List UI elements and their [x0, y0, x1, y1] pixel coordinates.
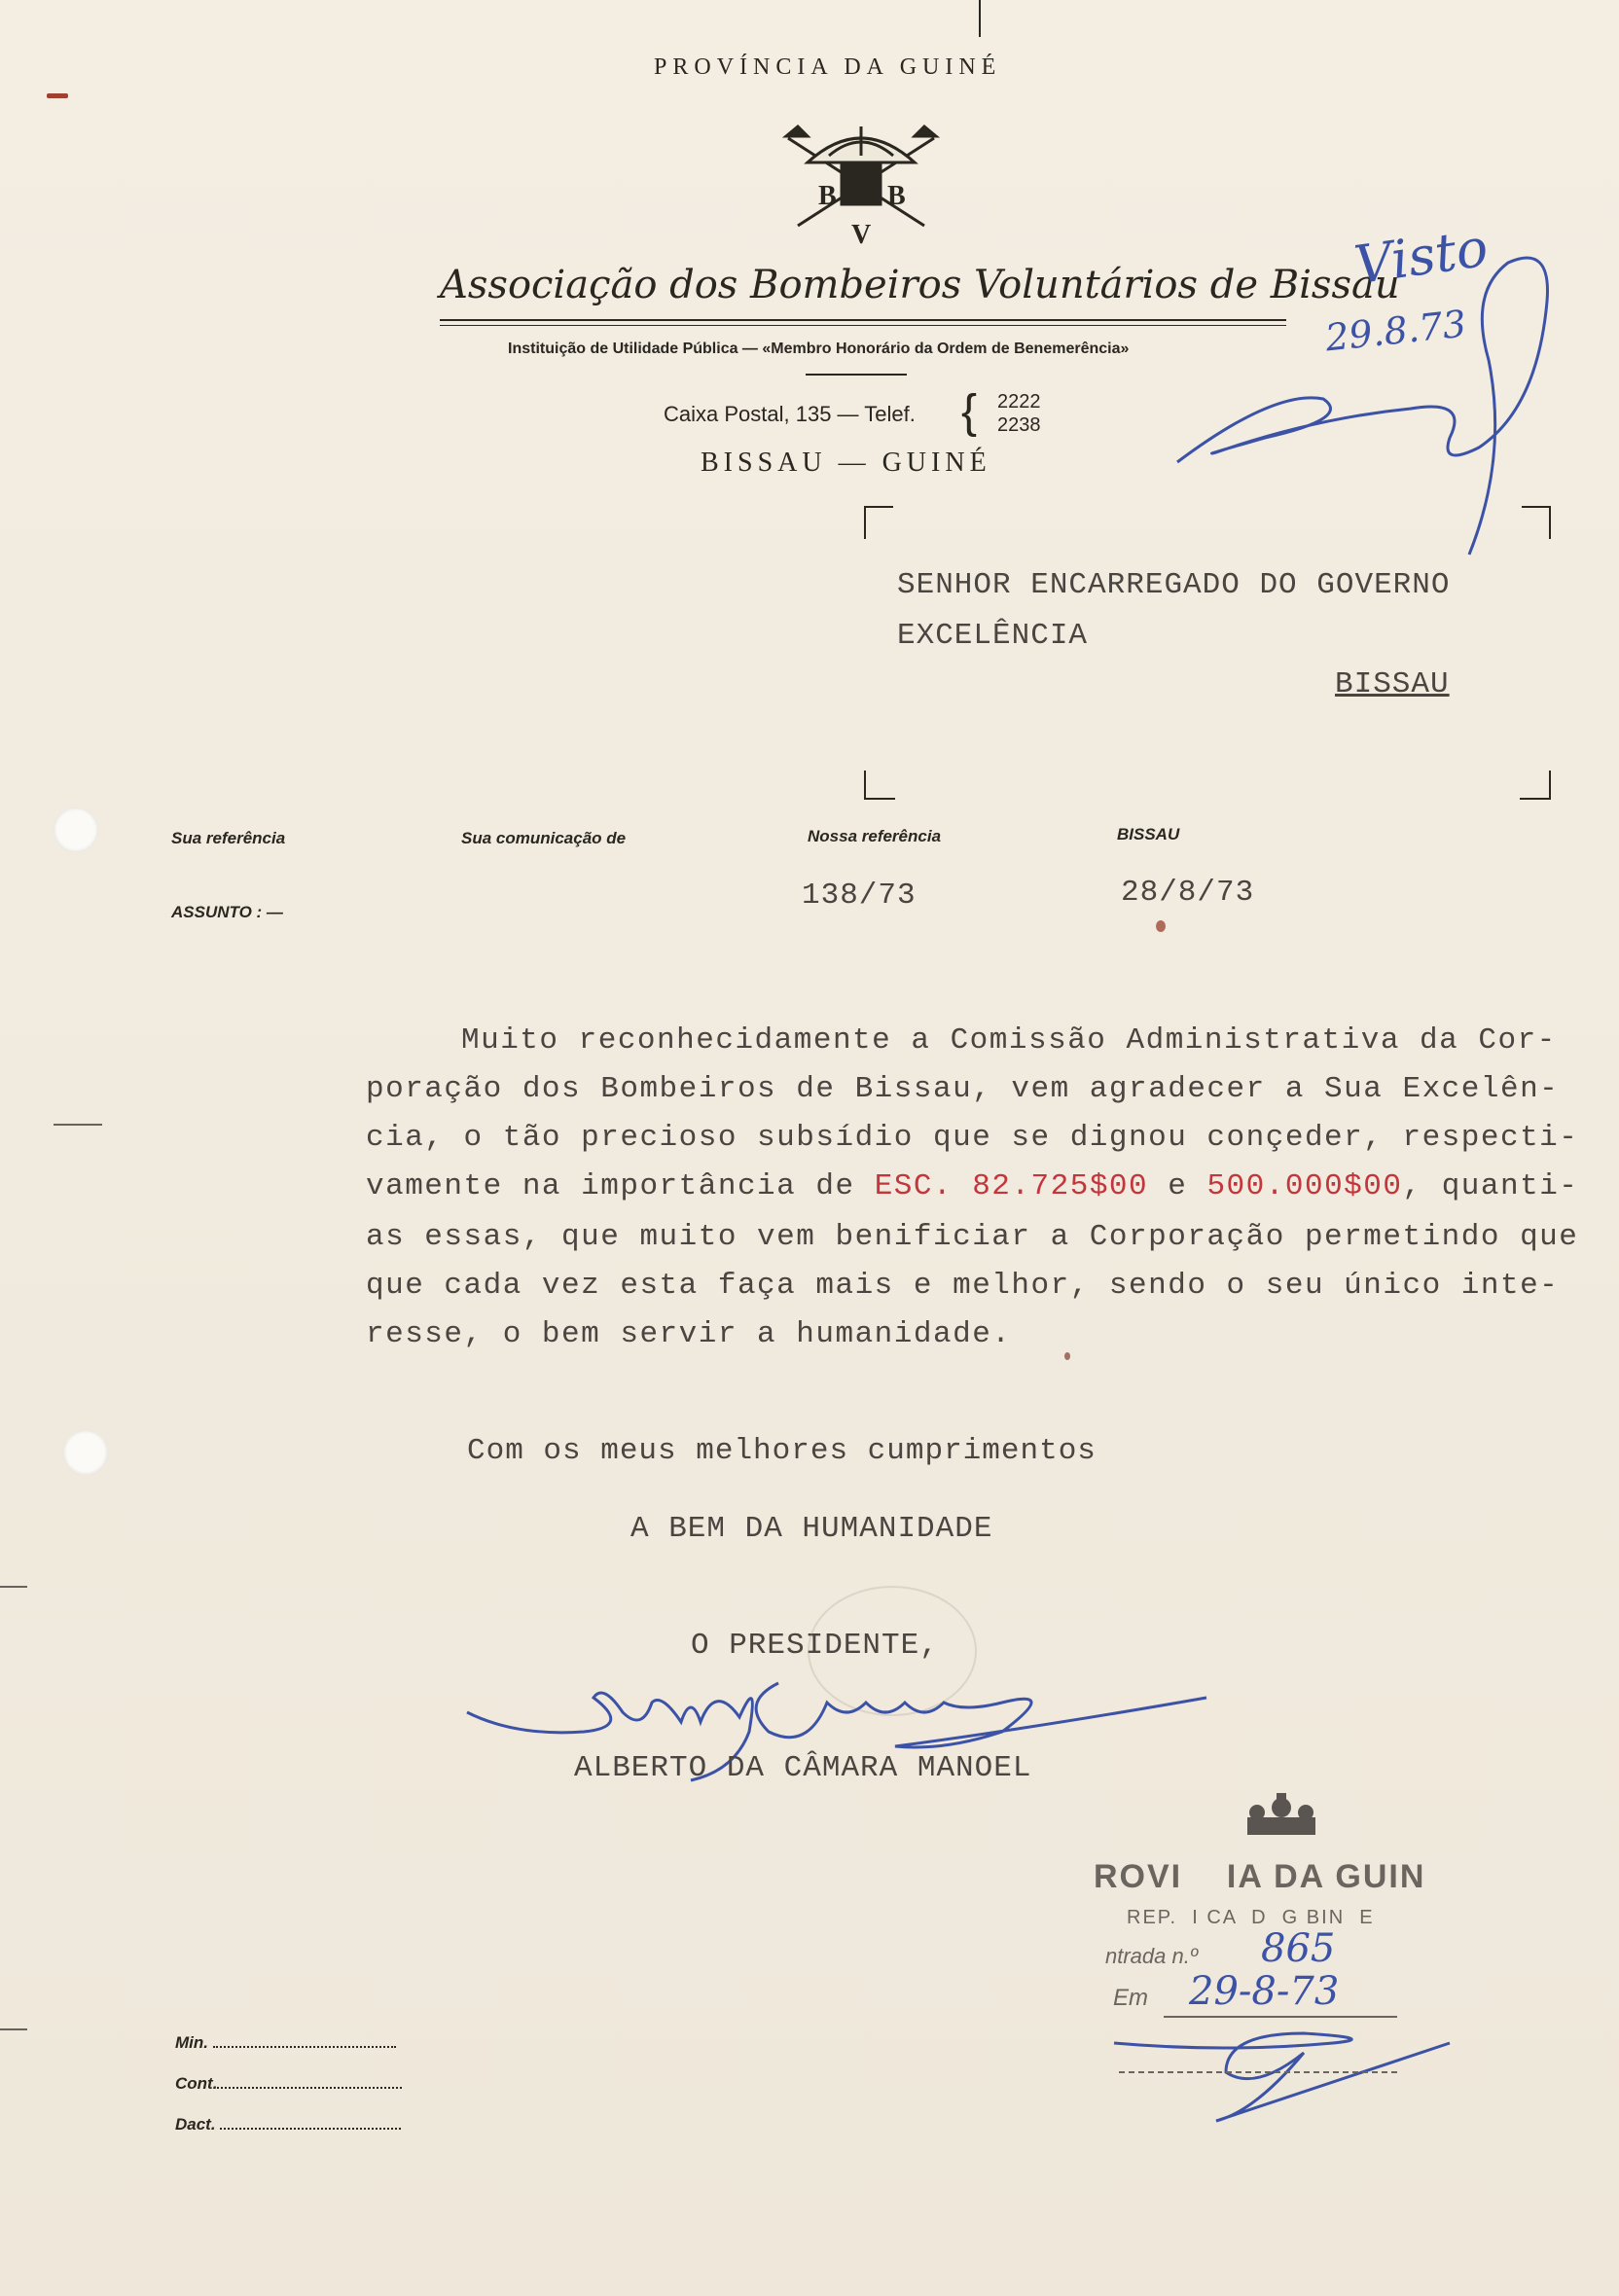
- fold-mark: [979, 0, 981, 37]
- visto-annotation: Visto: [1350, 216, 1492, 297]
- closing-motto: A BEM DA HUMANIDADE: [630, 1512, 993, 1546]
- address-corner-bl-h: [864, 798, 895, 800]
- footer-dact-label: Dact.: [175, 2115, 216, 2134]
- province-title: PROVÍNCIA DA GUINÉ: [654, 54, 1002, 80]
- visto-signature-scribble: [1158, 243, 1586, 593]
- ink-speck: [1064, 1352, 1070, 1360]
- body-line-4: [366, 1169, 1579, 1203]
- amount-2: 500.000$00: [1206, 1169, 1403, 1203]
- president-title: O PRESIDENTE,: [691, 1629, 939, 1663]
- body-line-4-start: vamente na importância de: [366, 1169, 875, 1203]
- address-corner-tl-v: [864, 506, 866, 539]
- address-corner-br: [1549, 771, 1551, 800]
- phone-2: 2238: [997, 414, 1041, 436]
- association-subtitle: Instituição de Utilidade Pública — «Membro Honorário da Ordem de Benemerência»: [508, 341, 1130, 357]
- phone-1: 2222: [997, 391, 1041, 413]
- recipient-line-1: SENHOR ENCARREGADO DO GOVERNO: [897, 568, 1451, 602]
- footer-cont: [175, 2074, 402, 2094]
- association-name: Associação dos Bombeiros Voluntários de Bissau: [440, 263, 1400, 307]
- postal-address: Caixa Postal, 135 — Telef.: [664, 402, 916, 426]
- city-line: BISSAU — GUINÉ: [701, 448, 991, 478]
- footer-dact: [175, 2115, 401, 2135]
- emblem-letter-bottom: V: [851, 220, 872, 250]
- address-corner-tr-v: [1549, 506, 1551, 539]
- address-corner-tl: [864, 506, 893, 508]
- address-corner-br-h: [1520, 798, 1551, 800]
- emblem-letter-left: B: [818, 181, 837, 211]
- phone-brace: {: [961, 386, 978, 438]
- visto-date: 29.8.73: [1323, 302, 1468, 360]
- address-corner-bl: [864, 771, 866, 800]
- body-line-4-mid: e: [1148, 1169, 1207, 1203]
- president-name: ALBERTO DA CÂMARA MANOEL: [574, 1751, 1032, 1785]
- subtitle-rule: [806, 374, 907, 376]
- bissau-label: BISSAU: [1117, 825, 1180, 843]
- body-line-7: resse, o bem servir a humanidade.: [366, 1317, 1012, 1351]
- emblem-letter-right: B: [887, 181, 906, 211]
- footer-min: [175, 2033, 396, 2053]
- nossa-referencia-label: Nossa referência: [808, 827, 942, 845]
- stamp-crest-icon: [1228, 1788, 1335, 1847]
- recipient-line-2: EXCELÊNCIA: [897, 619, 1089, 653]
- address-corner-tr: [1522, 506, 1551, 508]
- stamp-initials-scribble: [1109, 2014, 1459, 2140]
- body-line-2: poração dos Bombeiros de Bissau, vem agradecer a Sua Excelên-: [366, 1072, 1560, 1106]
- recipient-line-3: BISSAU: [1335, 667, 1450, 701]
- stamp-line-1: ROVI IA DA GUIN: [1094, 1858, 1426, 1895]
- footer-cont-label: Cont.: [175, 2074, 218, 2093]
- closing-greeting: Com os meus melhores cumprimentos: [467, 1434, 1097, 1468]
- body-line-1: Muito reconhecidamente a Comissão Administrativa da Cor-: [461, 1023, 1557, 1058]
- footer-min-label: Min.: [175, 2033, 208, 2052]
- firefighter-emblem: [778, 109, 944, 250]
- date-value: 28/8/73: [1121, 876, 1255, 910]
- stamp-em-date: 29-8-73: [1189, 1969, 1340, 2014]
- ink-speck: [1156, 920, 1166, 932]
- assunto-label: ASSUNTO : —: [171, 903, 283, 921]
- body-line-4-end: , quanti-: [1402, 1169, 1579, 1203]
- stamp-em-label: Em: [1113, 1985, 1148, 2011]
- fold-mark: [0, 2028, 27, 2030]
- stamp-entrada-label: ntrada n.º: [1105, 1944, 1198, 1968]
- punch-hole-bottom: [63, 1430, 108, 1475]
- fold-mark: [54, 1124, 102, 1126]
- fold-mark: [0, 1586, 27, 1588]
- sua-comunicacao-label: Sua comunicação de: [461, 829, 627, 847]
- amount-1: ESC. 82.725$00: [874, 1169, 1149, 1203]
- stamp-line-2: REP. I CA D G BIN E: [1127, 1907, 1375, 1928]
- nossa-referencia-value: 138/73: [802, 879, 917, 913]
- sua-referencia-label: Sua referência: [171, 829, 286, 847]
- punch-hole-top: [54, 807, 98, 852]
- stamp-entrada-number: 865: [1261, 1926, 1336, 1971]
- body-line-3: cia, o tão precioso subsídio que se dignou conçeder, respecti-: [366, 1121, 1579, 1155]
- ink-speck: [47, 93, 68, 98]
- body-line-5: as essas, que muito vem benificiar a Corporação permetindo que: [366, 1220, 1579, 1254]
- body-line-6: que cada vez esta faça mais e melhor, sendo o seu único inte-: [366, 1269, 1560, 1303]
